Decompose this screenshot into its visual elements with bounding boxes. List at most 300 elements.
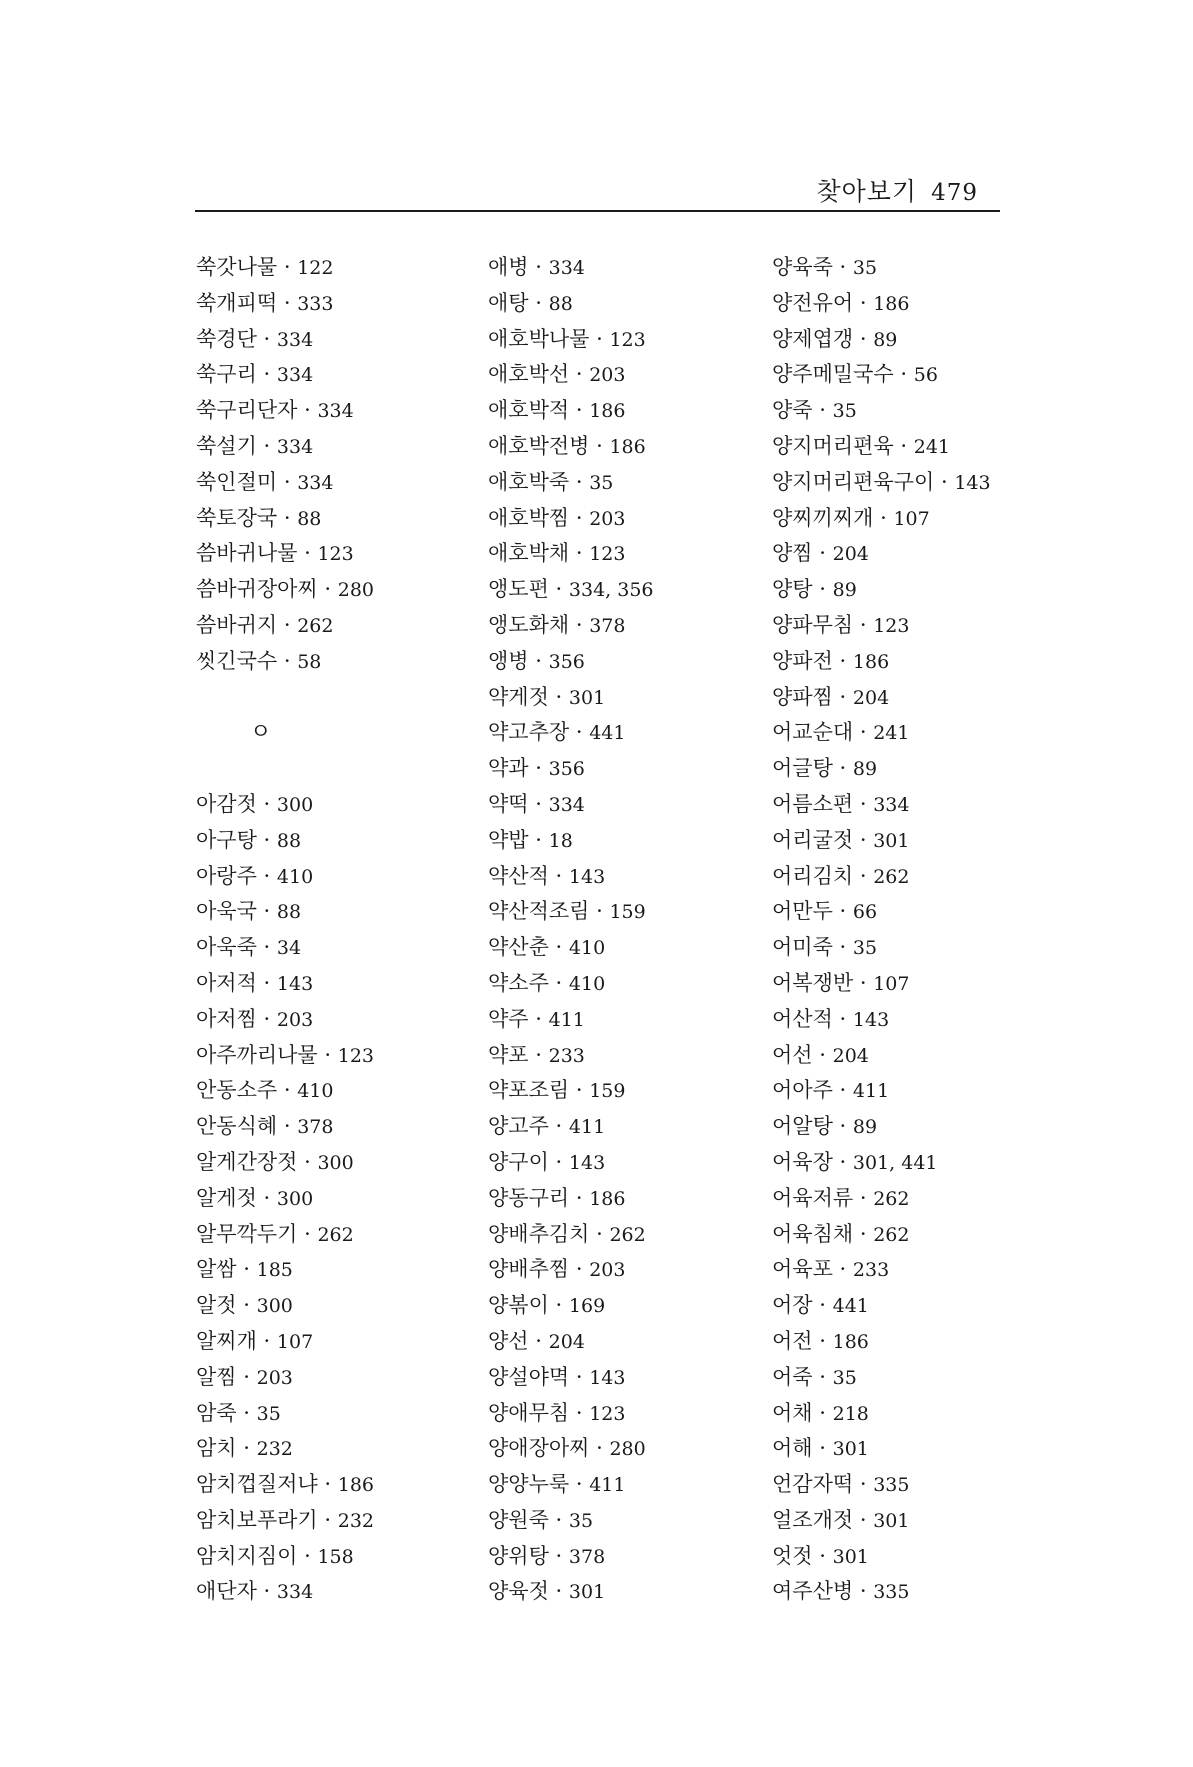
entry-separator: · — [277, 290, 298, 315]
entry-page-number: 122 — [297, 257, 334, 279]
index-entry — [772, 823, 1072, 859]
entry-page-number: 356 — [548, 758, 585, 781]
entry-separator: · — [548, 1149, 569, 1174]
entry-separator: · — [256, 1328, 277, 1353]
index-entry — [196, 1217, 496, 1253]
entry-term: 알찌개 — [196, 1328, 257, 1353]
entry-page-number: 300 — [276, 1187, 314, 1210]
entry-page-number: 233 — [548, 1044, 585, 1067]
entry-page-number: 66 — [852, 901, 878, 924]
entry-term: 언감자떡 — [772, 1472, 854, 1497]
entry-separator: · — [569, 1400, 590, 1425]
entry-page-number: 186 — [589, 400, 626, 423]
entry-page-number: 89 — [832, 579, 857, 602]
entry-term: 약고추장 — [488, 720, 570, 745]
index-entry — [196, 1503, 496, 1539]
entry-term: 애단자 — [196, 1579, 257, 1604]
index-entry — [488, 501, 788, 537]
entry-page-number: 411 — [548, 1008, 585, 1031]
entry-page-number: 143 — [589, 1366, 626, 1389]
entry-separator: · — [812, 577, 833, 602]
entry-separator: · — [528, 290, 549, 315]
entry-term: 약산적조림 — [488, 899, 590, 924]
index-entry — [488, 894, 788, 930]
entry-term: 앵도화채 — [488, 612, 570, 637]
index-column-1 — [196, 250, 496, 1610]
index-entry — [488, 322, 788, 358]
entry-term: 쑥설기 — [196, 433, 257, 458]
entry-page-number: 441 — [589, 722, 626, 745]
entry-separator: · — [277, 1078, 298, 1103]
entry-page-number: 89 — [852, 1116, 878, 1139]
entry-separator: · — [548, 1293, 569, 1318]
index-entry — [772, 1360, 1072, 1396]
entry-page-number: 334 — [297, 471, 334, 494]
header-title: 찾아보기 — [816, 177, 918, 206]
entry-separator: · — [832, 935, 853, 960]
index-entry — [488, 1431, 788, 1467]
entry-term: 양고주 — [488, 1114, 549, 1139]
entry-separator: · — [569, 1257, 590, 1282]
entry-separator: · — [589, 1221, 610, 1246]
index-entry — [488, 1503, 788, 1539]
entry-separator: · — [297, 1221, 318, 1246]
index-entry — [488, 286, 788, 322]
entry-term: 알게젓 — [196, 1185, 257, 1210]
index-entry — [772, 859, 1072, 895]
entry-page-number: 378 — [568, 1545, 606, 1568]
entry-term: 애호박적 — [488, 398, 570, 423]
entry-separator: · — [569, 612, 590, 637]
entry-separator: · — [853, 1579, 874, 1604]
entry-term: 양파전 — [772, 648, 833, 673]
index-entry — [196, 787, 496, 823]
index-column-2 — [488, 250, 788, 1610]
index-entry — [196, 823, 496, 859]
entry-page-number: 262 — [873, 1187, 910, 1210]
entry-term: 애호박채 — [488, 541, 570, 566]
entry-page-number: 143 — [276, 972, 314, 995]
entry-separator: · — [297, 398, 318, 423]
index-entry — [196, 357, 496, 393]
entry-term: 아저찜 — [196, 1006, 257, 1031]
index-entry — [488, 1145, 788, 1181]
index-entry — [488, 1360, 788, 1396]
entry-separator: · — [812, 1543, 833, 1568]
entry-separator: · — [548, 1114, 569, 1139]
entry-separator: · — [569, 505, 590, 530]
entry-page-number: 411 — [568, 1116, 606, 1139]
index-entry — [772, 572, 1072, 608]
entry-term: 어육포 — [772, 1257, 833, 1282]
index-entry — [772, 1324, 1072, 1360]
index-entry — [772, 250, 1072, 286]
entry-separator: · — [277, 612, 298, 637]
entry-page-number: 203 — [256, 1366, 293, 1389]
entry-term: 쑥경단 — [196, 326, 257, 351]
entry-page-number: 18 — [548, 829, 573, 852]
index-entry — [772, 501, 1072, 537]
index-entry — [196, 1181, 496, 1217]
entry-separator: · — [569, 469, 590, 494]
entry-page-number: 143 — [568, 865, 606, 888]
entry-separator: · — [812, 1293, 833, 1318]
entry-separator: · — [256, 935, 277, 960]
entry-term: 약떡 — [488, 791, 529, 816]
entry-term: 아욱국 — [196, 899, 257, 924]
entry-separator: · — [569, 541, 590, 566]
entry-separator: · — [832, 648, 853, 673]
index-entry — [772, 1038, 1072, 1074]
entry-separator: · — [256, 1006, 277, 1031]
entry-page-number: 334 — [317, 400, 354, 423]
entry-page-number: 335 — [873, 1474, 910, 1497]
entry-separator: · — [853, 1185, 874, 1210]
entry-term: 양찌끼찌개 — [772, 505, 874, 530]
entry-term: 안동식혜 — [196, 1114, 278, 1139]
index-entry — [772, 608, 1072, 644]
entry-term: 어리김치 — [772, 863, 854, 888]
page-header — [195, 150, 1000, 212]
entry-term: 양찜 — [772, 541, 813, 566]
entry-separator: · — [236, 1400, 257, 1425]
index-entry — [196, 1467, 496, 1503]
index-entry — [196, 1145, 496, 1181]
index-entry — [772, 1217, 1072, 1253]
entry-page-number: 300 — [276, 793, 314, 816]
index-entry — [196, 393, 496, 429]
entry-page-number: 410 — [276, 865, 314, 888]
entry-term: 어교순대 — [772, 720, 854, 745]
index-entry — [196, 572, 496, 608]
index-entry — [772, 894, 1072, 930]
entry-separator: · — [317, 1042, 338, 1067]
entry-separator: · — [589, 1436, 610, 1461]
index-entry — [196, 930, 496, 966]
entry-page-number: 88 — [548, 292, 573, 315]
index-entry — [488, 715, 788, 751]
entry-page-number: 107 — [893, 507, 930, 530]
index-entry — [772, 1574, 1072, 1610]
index-entry — [196, 1431, 496, 1467]
entry-term: 어복쟁반 — [772, 970, 854, 995]
index-entry — [196, 966, 496, 1002]
entry-term: 아저적 — [196, 970, 257, 995]
index-entry — [196, 1288, 496, 1324]
entry-separator: · — [832, 1078, 853, 1103]
entry-term: 양위탕 — [488, 1543, 549, 1568]
entry-separator: · — [832, 684, 853, 709]
entry-separator: · — [812, 541, 833, 566]
entry-term: 양동구리 — [488, 1185, 570, 1210]
entry-term: 쑥토장국 — [196, 505, 278, 530]
entry-term: 아욱죽 — [196, 935, 257, 960]
entry-page-number: 186 — [832, 1330, 869, 1353]
index-entry — [772, 1396, 1072, 1432]
entry-page-number: 186 — [852, 650, 890, 673]
entry-page-number: 159 — [589, 1080, 626, 1103]
index-entry — [772, 644, 1072, 680]
entry-term: 어만두 — [772, 899, 833, 924]
index-entry — [488, 357, 788, 393]
entry-term: 양주메밀국수 — [772, 362, 894, 387]
entry-term: 앵병 — [488, 648, 529, 673]
index-column-3 — [772, 250, 1072, 1610]
entry-separator: · — [548, 577, 569, 602]
entry-page-number: 123 — [317, 543, 354, 566]
entry-page-number: 262 — [609, 1223, 646, 1246]
entry-page-number: 58 — [297, 650, 322, 673]
entry-page-number: 280 — [609, 1438, 646, 1461]
entry-page-number: 203 — [589, 364, 626, 387]
index-entry — [772, 429, 1072, 465]
entry-term: 양육죽 — [772, 255, 833, 279]
entry-term: 앵도편 — [488, 577, 549, 602]
entry-term: 양탕 — [772, 577, 813, 602]
entry-separator: · — [853, 326, 874, 351]
entry-separator: · — [893, 362, 914, 387]
entry-term: 양구이 — [488, 1149, 549, 1174]
entry-term: 양원죽 — [488, 1507, 549, 1532]
entry-separator: · — [256, 899, 277, 924]
entry-page-number: 143 — [954, 471, 991, 494]
entry-term: 암치지짐이 — [196, 1543, 298, 1568]
entry-separator: · — [236, 1436, 257, 1461]
entry-page-number: 333 — [297, 292, 334, 315]
entry-separator: · — [812, 1328, 833, 1353]
index-entry — [488, 930, 788, 966]
entry-term: 씀바귀지 — [196, 612, 278, 637]
index-entry — [196, 644, 496, 680]
index-entry — [772, 751, 1072, 787]
entry-page-number: 301, 441 — [852, 1151, 938, 1174]
entry-term: 어육침채 — [772, 1221, 854, 1246]
entry-page-number: 241 — [873, 722, 910, 745]
entry-term: 여주산병 — [772, 1579, 854, 1604]
entry-separator: · — [934, 469, 955, 494]
entry-term: 약게젓 — [488, 684, 549, 709]
index-entry — [488, 536, 788, 572]
entry-separator: · — [853, 720, 874, 745]
entry-page-number: 334 — [276, 435, 314, 458]
entry-term: 양양누룩 — [488, 1472, 570, 1497]
entry-term: 어알탕 — [772, 1114, 833, 1139]
entry-page-number: 334, 356 — [568, 579, 654, 602]
entry-page-number: 123 — [589, 543, 626, 566]
entry-page-number: 107 — [276, 1330, 314, 1353]
entry-term: 쑥인절미 — [196, 469, 278, 494]
entry-term: 암치보푸라기 — [196, 1507, 318, 1532]
entry-separator: · — [548, 684, 569, 709]
entry-term: 알게간장젓 — [196, 1149, 298, 1174]
entry-page-number: 301 — [873, 829, 910, 852]
index-entry — [772, 1467, 1072, 1503]
entry-separator: · — [548, 1543, 569, 1568]
entry-term: 약산춘 — [488, 935, 549, 960]
index-entry — [772, 393, 1072, 429]
entry-term: 애호박전병 — [488, 433, 590, 458]
entry-separator: · — [589, 433, 610, 458]
entry-page-number: 88 — [297, 507, 322, 530]
entry-separator: · — [528, 756, 549, 781]
entry-term: 어육저류 — [772, 1185, 854, 1210]
entry-page-number: 301 — [568, 1581, 606, 1604]
entry-separator: · — [528, 791, 549, 816]
index-entry — [488, 1181, 788, 1217]
entry-separator: · — [569, 720, 590, 745]
entry-term: 어산적 — [772, 1006, 833, 1031]
entry-separator: · — [528, 1042, 549, 1067]
entry-page-number: 35 — [852, 257, 878, 279]
index-entry — [488, 1288, 788, 1324]
index-entry — [196, 1324, 496, 1360]
entry-page-number: 301 — [568, 686, 606, 709]
entry-term: 약산적 — [488, 863, 549, 888]
entry-term: 쑥구리 — [196, 362, 257, 387]
entry-term: 암치 — [196, 1436, 237, 1461]
index-entry — [772, 465, 1072, 501]
entry-term: 씀바귀나물 — [196, 541, 298, 566]
entry-page-number: 143 — [852, 1008, 890, 1031]
entry-term: 알찜 — [196, 1364, 237, 1389]
entry-separator: · — [256, 433, 277, 458]
index-entry — [196, 1252, 496, 1288]
entry-term: 약주 — [488, 1006, 529, 1031]
entry-term: 어름소편 — [772, 791, 854, 816]
entry-page-number: 185 — [256, 1259, 293, 1282]
entry-page-number: 410 — [297, 1080, 334, 1103]
entry-page-number: 334 — [548, 793, 585, 816]
entry-separator: · — [832, 1006, 853, 1031]
index-entry — [488, 823, 788, 859]
entry-term: 어채 — [772, 1400, 813, 1425]
entry-page-number: 334 — [276, 328, 314, 351]
running-header — [816, 172, 978, 208]
entry-separator: · — [277, 469, 298, 494]
index-entry — [772, 715, 1072, 751]
index-entry — [196, 1396, 496, 1432]
entry-separator: · — [832, 899, 853, 924]
index-entry — [488, 1574, 788, 1610]
entry-page-number: 378 — [297, 1116, 334, 1139]
index-entry — [488, 680, 788, 716]
entry-page-number: 169 — [568, 1295, 606, 1318]
entry-term: 약포조림 — [488, 1078, 570, 1103]
index-entry — [772, 787, 1072, 823]
entry-separator: · — [297, 1149, 318, 1174]
entry-page-number: 262 — [873, 865, 910, 888]
entry-separator: · — [569, 398, 590, 423]
entry-separator: · — [853, 827, 874, 852]
entry-separator: · — [256, 1579, 277, 1604]
index-entry — [772, 286, 1072, 322]
index-entry — [772, 1431, 1072, 1467]
entry-separator: · — [832, 1149, 853, 1174]
entry-separator: · — [548, 1579, 569, 1604]
index-entry — [772, 680, 1072, 716]
entry-page-number: 204 — [548, 1330, 585, 1353]
entry-term: 양지머리편육구이 — [772, 469, 935, 494]
entry-page-number: 107 — [873, 972, 910, 995]
entry-separator: · — [528, 827, 549, 852]
entry-separator: · — [317, 1472, 338, 1497]
entry-page-number: 143 — [568, 1151, 606, 1174]
entry-separator: · — [812, 1364, 833, 1389]
entry-term: 어선 — [772, 1042, 813, 1067]
entry-term: 씀바귀장아찌 — [196, 577, 318, 602]
entry-separator: · — [853, 970, 874, 995]
index-entry — [488, 1467, 788, 1503]
entry-separator: · — [853, 1221, 874, 1246]
entry-term: 양애무침 — [488, 1400, 570, 1425]
entry-separator: · — [569, 1185, 590, 1210]
entry-separator: · — [548, 935, 569, 960]
entry-page-number: 186 — [609, 435, 646, 458]
entry-page-number: 186 — [873, 292, 910, 315]
entry-separator: · — [236, 1293, 257, 1318]
index-entry — [772, 1002, 1072, 1038]
index-entry — [772, 1503, 1072, 1539]
entry-page-number: 123 — [589, 1402, 626, 1425]
entry-page-number: 35 — [256, 1402, 281, 1425]
entry-term: 애호박선 — [488, 362, 570, 387]
entry-separator: · — [256, 863, 277, 888]
index-entry — [488, 787, 788, 823]
entry-page-number: 35 — [832, 400, 857, 423]
index-entry — [488, 1324, 788, 1360]
section-letter-heading: ㅇ — [250, 720, 272, 746]
index-entry — [196, 1073, 496, 1109]
entry-page-number: 186 — [589, 1187, 626, 1210]
index-entry — [772, 1539, 1072, 1575]
entry-term: 아주까리나물 — [196, 1042, 318, 1067]
index-entry — [488, 250, 788, 286]
index-entry — [488, 465, 788, 501]
entry-term: 양죽 — [772, 398, 813, 423]
entry-term: 애탕 — [488, 290, 529, 315]
entry-page-number: 158 — [317, 1545, 354, 1568]
entry-separator: · — [853, 612, 874, 637]
entry-separator: · — [256, 362, 277, 387]
section-spacer — [196, 751, 496, 787]
entry-separator: · — [832, 756, 853, 781]
entry-page-number: 334 — [276, 1581, 314, 1604]
entry-page-number: 204 — [832, 1044, 869, 1067]
entry-separator: · — [569, 1472, 590, 1497]
index-entry — [196, 894, 496, 930]
index-entry — [196, 286, 496, 322]
page-number: 479 — [931, 180, 978, 206]
entry-page-number: 34 — [276, 937, 302, 960]
entry-term: 양파무침 — [772, 612, 854, 637]
entry-page-number: 123 — [337, 1044, 375, 1067]
index-entry — [196, 1109, 496, 1145]
entry-term: 양파찜 — [772, 684, 833, 709]
entry-term: 안동소주 — [196, 1078, 278, 1103]
entry-page-number: 35 — [589, 471, 614, 494]
entry-separator: · — [569, 362, 590, 387]
entry-separator: · — [812, 1400, 833, 1425]
entry-term: 어전 — [772, 1328, 813, 1353]
index-entry — [772, 536, 1072, 572]
entry-page-number: 123 — [873, 614, 910, 637]
entry-separator: · — [812, 1436, 833, 1461]
index-entry — [196, 429, 496, 465]
entry-page-number: 300 — [317, 1151, 354, 1174]
entry-separator: · — [528, 1328, 549, 1353]
entry-term: 애병 — [488, 255, 529, 279]
entry-term: 아랑주 — [196, 863, 257, 888]
